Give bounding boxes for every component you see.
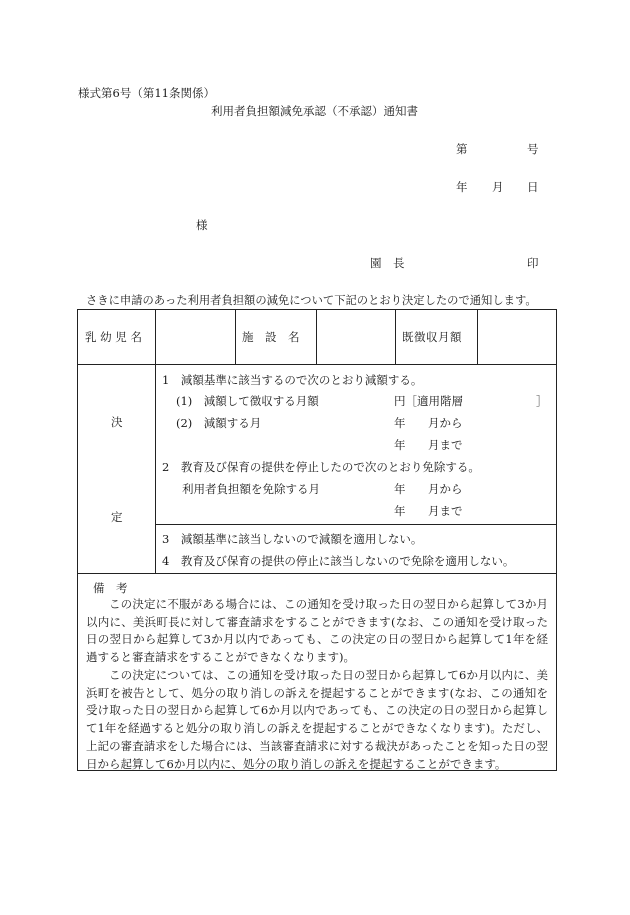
item-1-2-to-month: 月まで (428, 438, 463, 452)
remarks-paragraph-2: この決定については、この通知を受け取った日の翌日から起算して6か月以内に、美浜町を被告として、処分の取り消しの訴えを提起することができます(なお、この通知を受け取った日の翌日から起算して6か月以内であっても、この決定の日の翌日から起算して1年を経過すると処分の取り消しの訴えを提起することができなくなります)。ただし、上記の審査請求をした場合には、当該審査請求に対する裁決があったことを知った日の翌日から起算して6か月以内に、処分の取り消しの訴えを提起することができます。 (86, 668, 548, 771)
collected-monthly-header: 既徴収月額 (402, 330, 462, 344)
date-month: 月 (492, 180, 504, 194)
child-name-header: 乳 幼 児 名 (85, 330, 142, 344)
remarks-paragraph-1: この決定に不服がある場合には、この通知を受け取った日の翌日から起算して3か月以内に、美浜町長に対して審査請求をすることができます(なお、この通知を受け取った日の翌日から起算して3か月以内であっても、この決定の日の翌日から起算して1年を経過すると審査請求をすることができなくなります)。 (86, 597, 548, 665)
item-3: 3 減額基準に該当しないので減額を適用しない。 (162, 532, 423, 546)
number-suffix: 号 (527, 142, 539, 156)
item-2-from-year: 年 (394, 482, 406, 496)
addressee-suffix: 様 (196, 218, 208, 232)
date-day: 日 (527, 180, 539, 194)
item-2-to-year: 年 (394, 504, 406, 518)
item-4: 4 教育及び保育の提供の停止に該当しないので免除を適用しない。 (162, 554, 515, 568)
decision-label-2: 定 (111, 510, 123, 524)
item-1-2-to-year: 年 (394, 438, 406, 452)
item-1-2-from-month: 月から (428, 416, 463, 430)
item-1-1-bracket: ］ (536, 394, 548, 408)
facility-header: 施 設 名 (242, 330, 300, 344)
item-1-2-label: (2) 減額する月 (176, 416, 262, 430)
seal-mark: 印 (527, 256, 539, 270)
item-2-to-month: 月まで (428, 504, 463, 518)
document-title: 利用者負担額減免承認（不承認）通知書 (211, 104, 418, 118)
item-2-label: 利用者負担額を免除する月 (182, 482, 320, 496)
remarks-label: 備 考 (93, 581, 128, 595)
item-1-1-yen: 円［適用階層 (394, 394, 463, 408)
date-year: 年 (456, 180, 468, 194)
sender-title: 園 長 (370, 256, 405, 270)
form-label: 様式第6号（第11条関係） (78, 86, 215, 100)
number-prefix: 第 (456, 142, 468, 156)
item-2: 2 教育及び保育の提供を停止したので次のとおり免除する。 (162, 460, 480, 474)
intro-text: さきに申請のあった利用者負担額の減免について下記のとおり決定したので通知します。 (86, 294, 537, 307)
item-1: 1 減額基準に該当するので次のとおり減額する。 (162, 373, 423, 387)
item-1-2-from-year: 年 (394, 416, 406, 430)
item-1-1-label: (1) 減額して徴収する月額 (176, 394, 319, 408)
decision-label-1: 決 (111, 415, 123, 429)
item-2-from-month: 月から (428, 482, 463, 496)
